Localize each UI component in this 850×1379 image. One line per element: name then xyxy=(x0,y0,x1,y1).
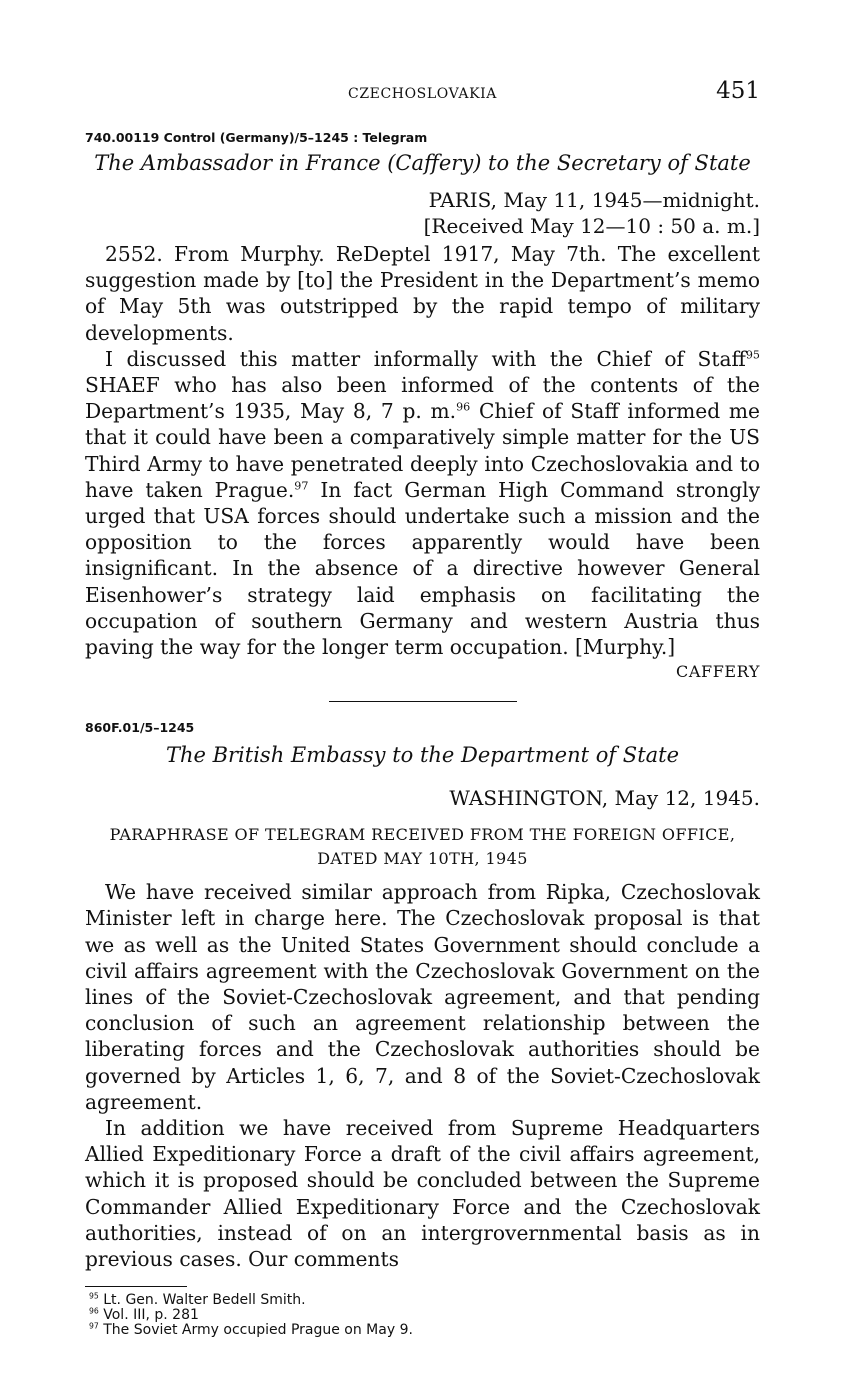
received-line: [Received May 12—10 : 50 a. m.] xyxy=(423,214,760,238)
section-divider xyxy=(329,701,517,702)
paragraph: In addition we have received from Supreme Headquarters Allied Expeditionary Force a draft of the civil affairs agreement, which it is proposed should be concluded between the Supreme Commander Allied Expeditionary Force and the Czechoslovak authorities, instead of on an intergrovernmental basis as in previous cases. Our comments xyxy=(85,1116,760,1272)
paragraph xyxy=(85,346,760,660)
subheading: PARAPHRASE OF TELEGRAM RECEIVED FROM THE FOREIGN OFFICE, xyxy=(109,825,736,845)
document-title: The Ambassador in France (Caffery) to the Secretary of State xyxy=(94,151,751,175)
text-run: SHAEF who has also been informed of the contents of the Department’s 1935, May 8, 7 p. m. xyxy=(85,373,760,424)
footnote-text: Lt. Gen. Walter Bedell Smith. xyxy=(103,1292,306,1309)
document-body xyxy=(85,241,760,660)
page-number: 451 xyxy=(716,78,760,104)
running-title: CZECHOSLOVAKIA xyxy=(348,86,497,102)
document-body xyxy=(85,879,760,1272)
paragraph: We have received similar approach from Ripka, Czechoslovak Minister left in charge here. The Czechoslovak proposal is that we as well as the United States Government should conclude a civil affairs agreement with the Czechoslovak Government on the lines of the Soviet-Czechoslovak agreement, and that pending conclusion of such an agreement relationship between the liberating forces and the Czechoslovak authorities should be governed by Articles 1, 6, 7, and 8 of the Soviet-Czechoslovak agreement. xyxy=(85,880,760,1114)
footnote xyxy=(85,1323,760,1338)
subheading: DATED MAY 10TH, 1945 xyxy=(317,849,528,869)
footnote-number: 97 xyxy=(89,1321,99,1331)
text-run: In fact German High Command strongly urged that USA forces should undertake such a mission and the opposition to the forces apparently would have been insignificant. In the absence of a directive however General Eisenhower’s strategy laid emphasis on facilitating the occupation of southern Germany and western Austria thus paving the way for the longer term occupation. [Murphy.] xyxy=(85,477,760,660)
paragraph: 2552. From Murphy. ReDeptel 1917, May 7th. The excellent suggestion made by [to] the President in the Department’s memo of May 5th was outstripped by the rapid tempo of military developments. xyxy=(85,242,760,345)
text-run: I discussed this matter informally with the Chief of Staff xyxy=(105,346,746,371)
footnote-divider xyxy=(85,1286,187,1287)
footnote-marker: 95 xyxy=(745,348,760,362)
footnote-text: The Soviet Army occupied Prague on May 9. xyxy=(103,1322,413,1339)
footnote-number: 95 xyxy=(89,1291,99,1301)
footnote-marker: 97 xyxy=(294,479,309,493)
footnotes xyxy=(85,1293,760,1338)
text-run: Chief of Staff informed me that it could have been a comparatively simple matter for the US Third Army to have penetrated deeply into Czechoslovakia and to have taken Prague. xyxy=(85,399,760,502)
document-page xyxy=(85,78,760,1338)
footnote-marker: 96 xyxy=(456,400,471,414)
dateline: PARIS, May 11, 1945—midnight. xyxy=(428,188,760,212)
footnote-text: Vol. III, p. 281 xyxy=(103,1307,199,1324)
document-title: The British Embassy to the Department of State xyxy=(165,743,680,768)
file-reference: 860F.01/5–1245 xyxy=(85,720,195,736)
page-header xyxy=(85,78,760,112)
dateline: WASHINGTON, May 12, 1945. xyxy=(449,786,760,811)
footnote-number: 96 xyxy=(89,1306,99,1316)
signature: CAFFERY xyxy=(676,662,760,682)
file-reference: 740.00119 Control (Germany)/5–1245 : Telegram xyxy=(85,130,428,145)
